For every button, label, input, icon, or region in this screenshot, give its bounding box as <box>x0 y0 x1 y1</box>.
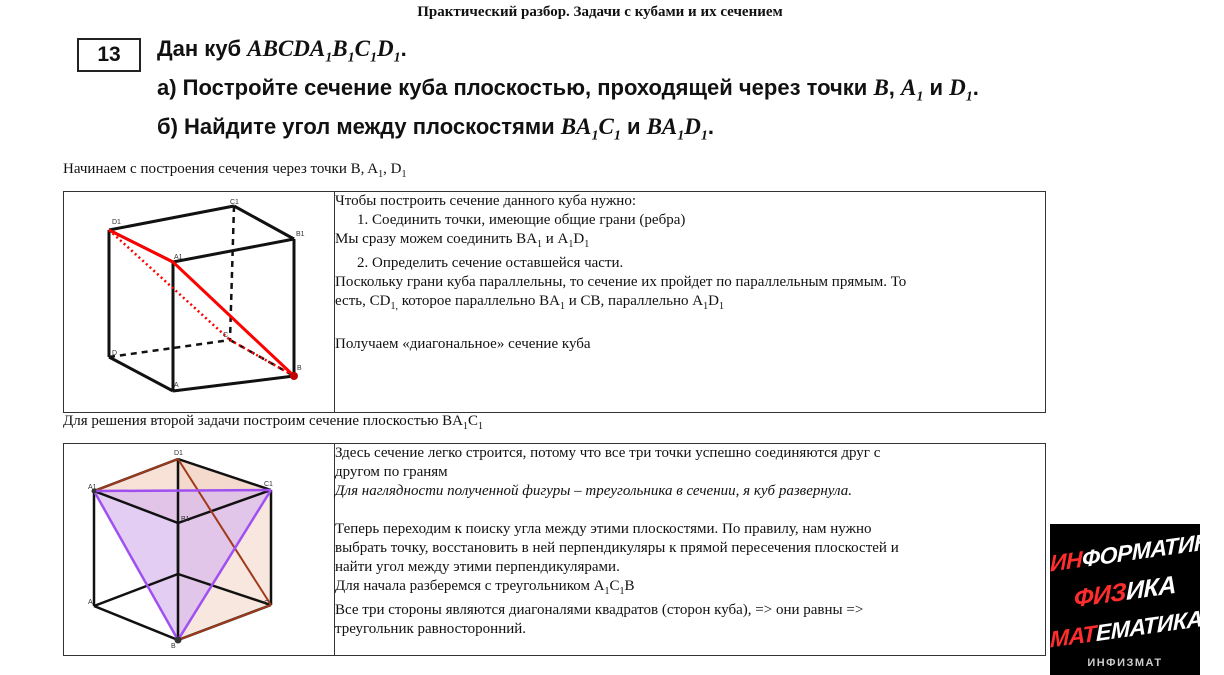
svg-text:C: C <box>223 332 229 339</box>
explanation-1: Чтобы построить сечение данного куба нужно: 1. Соединить точки, имеющие общие грани (ребра) Мы сразу можем соединить $BA_1$ и $A_1D_1$ 2. Определить сечение оставшейся части. Поскольку грани куба параллельны, то сечение их пройдет по параллельным прямым. То есть, $CD_{1,}$ которое параллельно $BA_1$ и CB, параллельно $A_1D_1$ Получаем «диагональное» сечение куба <box>335 192 1046 413</box>
svg-text:C1: C1 <box>230 199 239 206</box>
svg-text:B1: B1 <box>181 516 190 523</box>
svg-text:D: D <box>112 350 118 357</box>
svg-text:A1: A1 <box>174 254 183 261</box>
solution-table-1 <box>63 191 1046 413</box>
caption-section-2: Для решения второй задачи построим сечение плоскостью $BA_1C_1$ <box>63 413 484 432</box>
svg-text:B1: B1 <box>296 231 305 238</box>
cube-name: $ABCDA_1B_1C_1D_1$ <box>247 36 401 66</box>
svg-text:B: B <box>171 643 176 650</box>
problem-statement: Дан куб $ABCDA_1B_1C_1D_1$. <box>157 36 407 66</box>
caption-section-1: Начинаем с построения сечения через точки B, $A_1$, $D_1$ <box>63 161 407 180</box>
cube-figure-cell-2 <box>64 444 335 656</box>
cube-section-figure-1 <box>64 192 334 407</box>
svg-text:D1: D1 <box>174 450 183 457</box>
svg-text:C: C <box>264 600 270 607</box>
svg-text:D1: D1 <box>112 219 121 226</box>
solution-table-2 <box>63 443 1046 656</box>
problem-part-a: а) Постройте сечение куба плоскостью, проходящей через точки B, $A_1$ и $D_1$. <box>157 75 979 105</box>
svg-text:B: B <box>297 365 302 372</box>
page-title: Практический разбор. Задачи с кубами и их сечением <box>417 4 783 20</box>
cube-section-figure-2 <box>64 444 334 650</box>
problem-part-b: б) Найдите угол между плоскостями $BA_1C_1$ и $BA_1D_1$. <box>157 114 715 144</box>
cube-figure-cell-1 <box>64 192 335 413</box>
infizmat-logo: ИНФОРМАТИКА ФИЗИКА МАТЕМАТИКА ИНФИЗМАТ <box>1050 524 1200 675</box>
svg-text:A: A <box>88 599 93 606</box>
svg-text:A: A <box>174 382 179 389</box>
problem-intro: Дан куб <box>157 36 242 61</box>
svg-text:C1: C1 <box>264 481 273 488</box>
explanation-2: Здесь сечение легко строится, потому что все три точки успешно соединяются друг с другом по граням Для наглядности полученной фигуры – треугольника в сечении, я куб развернула. Теперь переходим к поиску угла между этими плоскостями. По правилу, нам нужно выбрать точку, восстановить в ней перпендикуляры к прямой пересечения плоскостей и найти угол между этими перпендикулярами. Для начала разберемся с треугольником $A_1C_1B$ Все три стороны являются диагоналями квадратов (сторон куба), => они равны => треугольник равносторонний. <box>335 444 1046 656</box>
svg-text:A1: A1 <box>88 484 97 491</box>
problem-number: 13 <box>77 38 141 72</box>
